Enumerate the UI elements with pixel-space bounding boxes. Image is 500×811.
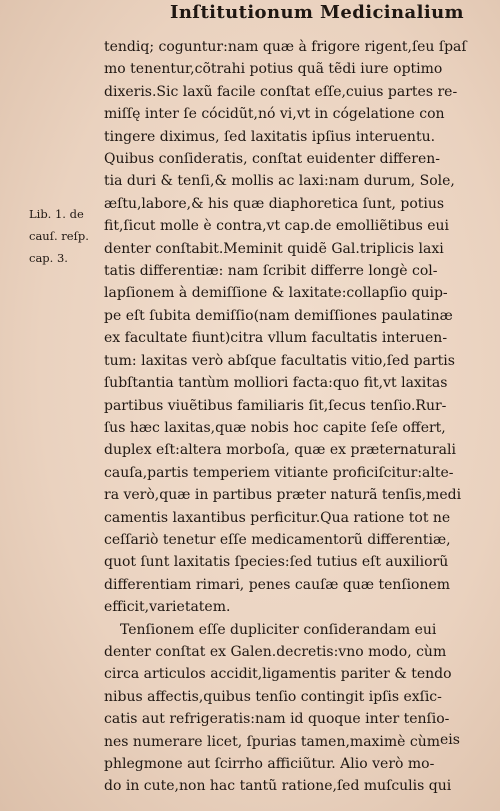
margin-note-line: Lib. 1. de bbox=[29, 207, 84, 221]
text-line: phlegmone aut ſcirrho afficiũtur. Alio verò mo- bbox=[104, 756, 435, 772]
text-line: miſſę inter ſe cócidũt,nó vi,vt in cógelatione con bbox=[104, 106, 445, 123]
text-line: tatis differentiæ: nam ſcribit differre longè col- bbox=[104, 263, 438, 280]
catchword: eis bbox=[440, 732, 460, 748]
text-line: ex facultate fiunt)citra vllum facultatis interuen- bbox=[104, 330, 448, 347]
body-text bbox=[104, 36, 472, 798]
text-line: ſubſtantia tantùm molliori facta:quo fit,vt laxitas bbox=[104, 375, 448, 392]
text-line: duplex eſt:altera morboſa, quæ ex præternaturali bbox=[104, 442, 456, 459]
text-line: ſus hæc laxitas,quæ nobis hoc capite ſeſe offert, bbox=[104, 419, 446, 436]
text-line: ra verò,quæ in partibus præter naturã tenſis,medi bbox=[104, 487, 462, 504]
text-line: tia duri & tenſi,& mollis ac laxi:nam durum, Sole, bbox=[104, 173, 455, 190]
text-line: pe eſt ſubita demiſſio(nam demiſſiones paulatinæ bbox=[104, 307, 453, 324]
text-line: dixeris.Sic laxũ facile conſtat eſſe,cuius partes re- bbox=[104, 83, 458, 100]
text-line: denter conſtat ex Galen.decretis:vno modo, cùm bbox=[104, 643, 447, 660]
text-line: nes numerare licet, ſpurias tamen,maximè cùm bbox=[104, 733, 441, 750]
text-line: nibus affectis,quibus tenſio contingit ipſis exſic- bbox=[104, 688, 442, 705]
text-line: tendiq; coguntur:nam quæ à frigore rigent,ſeu ſpaſ bbox=[104, 39, 467, 55]
text-line: partibus viuẽtibus familiaris ſit,ſecus tenſio.Rur- bbox=[104, 397, 447, 414]
paragraph-start-line: Tenſionem eſſe dupliciter conſiderandam eui bbox=[120, 621, 437, 638]
text-line: cauſa,partis temperiem vitiante proficiſcitur:alte- bbox=[104, 464, 454, 481]
text-line: differentiam rimari, penes cauſæ quæ tenſionem bbox=[104, 576, 451, 593]
text-line: circa articulos accidit,ligamentis pariter & tendo bbox=[104, 666, 452, 683]
text-line: tum: laxitas verò abſque facultatis vitio,ſed partis bbox=[104, 352, 455, 369]
text-line: quot ſunt laxitatis ſpecies:ſed tutius eſt auxiliorũ bbox=[104, 554, 449, 571]
text-line: tingere diximus, ſed laxitatis ipſius interuentu. bbox=[104, 128, 436, 145]
text-line: Quibus conſideratis, conſtat euidenter differen- bbox=[104, 151, 441, 168]
text-line: denter conſtabit.Meminit quidẽ Gal.triplicis laxi bbox=[104, 240, 444, 257]
text-line: do in cute,non hac tantũ ratione,ſed muſculis qui bbox=[104, 778, 452, 795]
text-line: fit,ſicut molle è contra,vt cap.de emolliẽtibus eui bbox=[104, 218, 450, 235]
text-line: catis aut refrigeratis:nam id quoque inter tenſio- bbox=[104, 711, 450, 728]
text-line: ceſſariò tenetur eſſe medicamentorũ differentiæ, bbox=[104, 531, 451, 548]
margin-note-line: cauſ. reſp. bbox=[29, 229, 89, 243]
text-line: mo tenentur,cõtrahi potius quã tẽdi iure optimo bbox=[104, 61, 443, 78]
text-line: camentis laxantibus perficitur.Qua ratione tot ne bbox=[104, 509, 451, 526]
margin-note-line: cap. 3. bbox=[29, 251, 68, 265]
text-line: æſtu,labore,& his quæ diaphoretica ſunt, potius bbox=[104, 195, 445, 212]
running-title: Inſtitutionum Medicinalium bbox=[170, 2, 465, 23]
text-line: lapſionem à demiſſione & laxitate:collapſio quip- bbox=[104, 285, 448, 302]
text-line: efficit,varietatem. bbox=[104, 599, 231, 616]
margin-note bbox=[29, 203, 103, 269]
